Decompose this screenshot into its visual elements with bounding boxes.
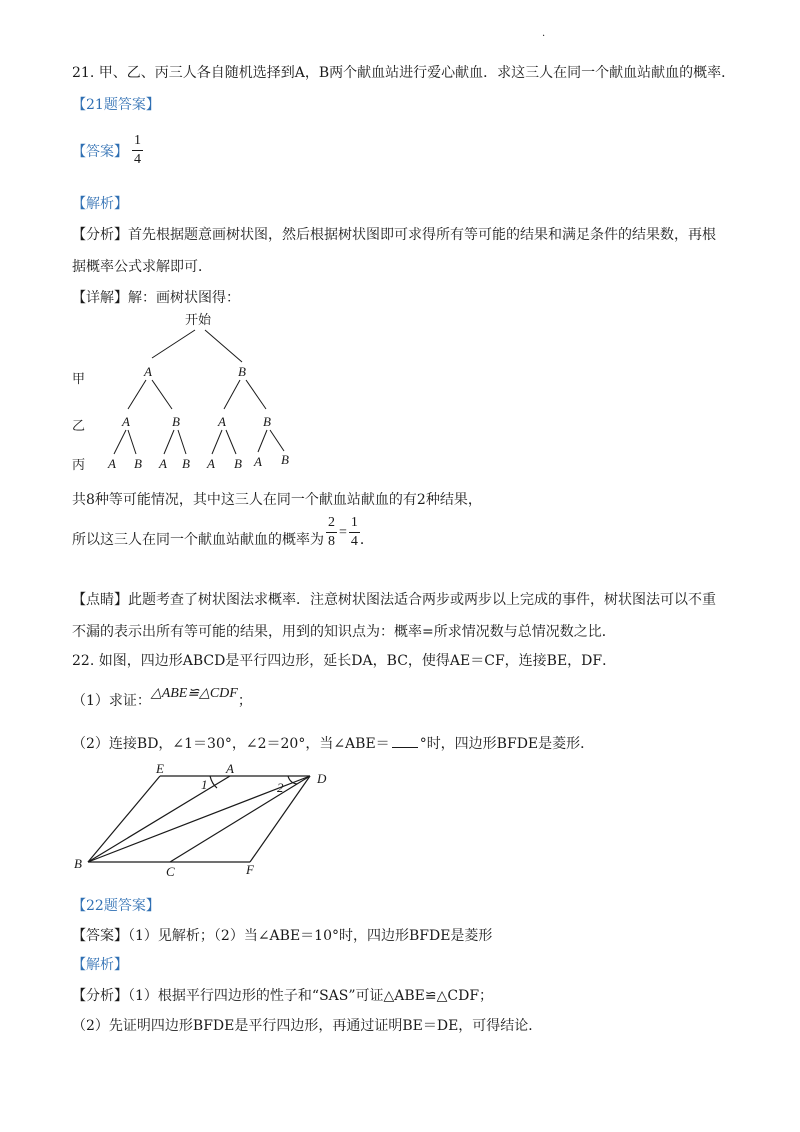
q21-prob-prefix: 所以这三人在同一个献血站献血的概率为 (72, 532, 324, 548)
q22-question: 22. 如图，四边形ABCD是平行四边形，延长DA，BC，使得AE＝CF，连接BE，DF． (72, 653, 617, 669)
q21-analysis-line2: 据概率公式求解即可． (72, 259, 212, 275)
tree-node-l2-b1: B (172, 414, 180, 429)
tree-node-l3-4: B (182, 456, 190, 471)
tree-node-l3-3: A (159, 456, 167, 471)
point-a-label: A (226, 762, 234, 776)
q22-part1-end: ； (237, 693, 252, 709)
tree-branches (114, 330, 284, 454)
fraction-numerator: 2 (326, 514, 337, 533)
fraction-denominator: 4 (134, 152, 141, 167)
tree-node-l3-2: B (134, 456, 142, 471)
q21-summary: 共8种等可能情况，其中这三人在同一个献血站献血的有2种结果， (72, 492, 482, 508)
q21-analysis-header: 【解析】 (72, 196, 128, 212)
tree-row-label-bing: 丙 (72, 458, 86, 473)
q22-part2 (72, 733, 594, 753)
q21-probability (72, 514, 374, 551)
point-f-label: F (246, 862, 254, 877)
angle-1-label: 1 (201, 777, 208, 792)
tree-node-l3-6: B (234, 456, 242, 471)
fraction-denominator: 8 (328, 534, 335, 549)
q21-answer-label: 【答案】 (72, 143, 128, 160)
q21-answer-header: 【21题答案】 (72, 97, 160, 113)
point-b-label: B (74, 856, 82, 871)
tree-node-l3-8: B (281, 452, 289, 467)
q21-prob-end: ． (359, 532, 374, 548)
q22-analysis-header: 【解析】 (72, 957, 128, 973)
parallelogram-figure (70, 762, 340, 880)
q22-part2-suffix: °时，四边形BFDE是菱形． (419, 736, 595, 752)
q22-part2-prefix: （2）连接BD，∠1＝30°，∠2＝20°，当∠ABE＝ (72, 736, 390, 752)
tree-node-l1-b: B (238, 364, 246, 379)
q22-part1-formula: △ABE≌△CDF (150, 686, 238, 701)
q21-prob-fraction-1 (326, 514, 337, 551)
page-mark: . (542, 28, 546, 39)
fraction-numerator: 1 (132, 132, 143, 151)
q22-part1-prefix: （1）求证： (72, 693, 151, 709)
tree-root-label: 开始 (185, 313, 212, 328)
q22-answer-header: 【22题答案】 (72, 898, 160, 914)
point-e-label: E (156, 762, 164, 776)
q21-answer (72, 132, 143, 169)
point-c-label: C (166, 864, 175, 879)
tree-row-label-jia: 甲 (72, 372, 86, 387)
tree-row-label-yi: 乙 (72, 419, 86, 434)
q22-analysis-line1: 【分析】（1）根据平行四边形的性子和“SAS”可证△ABE≌△CDF； (72, 988, 494, 1004)
answer-blank (392, 747, 418, 748)
q21-comment-line1: 【点睛】此题考查了树状图法求概率．注意树状图法适合两步或两步以上完成的事件，树状图法可以不重 (72, 592, 716, 608)
q22-part1 (72, 686, 252, 710)
tree-node-l2-a1: A (122, 414, 130, 429)
probability-tree-diagram (60, 306, 320, 476)
angle-2-label: 2 (277, 780, 284, 795)
tree-node-l2-a2: A (218, 414, 226, 429)
q21-prob-equals: = (339, 525, 347, 540)
tree-node-l3-5: A (207, 456, 215, 471)
tree-node-l1-a: A (144, 364, 152, 379)
q21-prob-fraction-2 (349, 514, 360, 551)
q21-answer-fraction (132, 132, 143, 169)
q21-analysis-line1: 【分析】首先根据题意画树状图，然后根据树状图即可求得所有等可能的结果和满足条件的结果数，再根 (72, 227, 716, 243)
q21-comment-line2: 不漏的表示出所有等可能的结果，用到的知识点为：概率=所求情况数与总情况数之比． (72, 624, 616, 640)
tree-node-l2-b2: B (263, 414, 271, 429)
q22-analysis-line2: （2）先证明四边形BFDE是平行四边形，再通过证明BE＝DE，可得结论． (72, 1018, 543, 1034)
q22-answer-line: 【答案】（1）见解析；（2）当∠ABE＝10°时，四边形BFDE是菱形 (72, 928, 493, 944)
tree-node-l3-1: A (108, 456, 116, 471)
fraction-denominator: 4 (350, 534, 358, 549)
point-d-label: D (317, 771, 327, 786)
fraction-numerator: 1 (349, 514, 360, 533)
q21-question: 21. 甲、乙、丙三人各自随机选择到A，B两个献血站进行爱心献血．求这三人在同一个献血站献血的概率． (72, 65, 736, 81)
tree-node-l3-7: A (254, 454, 262, 469)
q21-detail: 【详解】解：画树状图得： (72, 290, 240, 306)
